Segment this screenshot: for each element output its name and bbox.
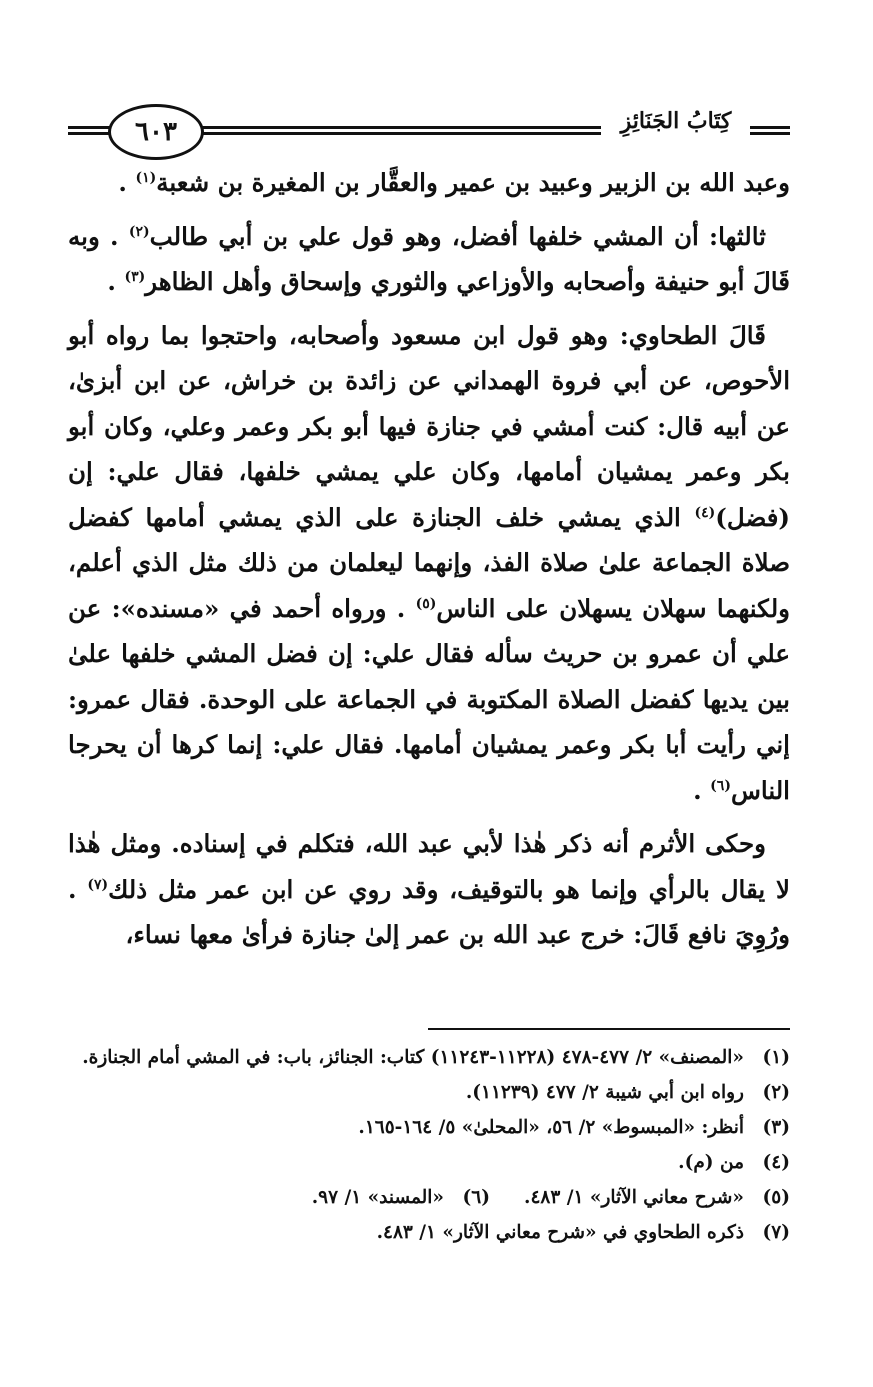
footnote-text: من (م). bbox=[678, 1152, 744, 1173]
header-rule bbox=[750, 132, 790, 135]
footnote-text: «المسند» ١/ ٩٧. bbox=[311, 1187, 444, 1208]
footnote bbox=[490, 1180, 790, 1215]
paragraph bbox=[68, 160, 790, 206]
text-run: . bbox=[118, 168, 136, 197]
header-rule bbox=[176, 132, 601, 135]
footnote-number: (٦) bbox=[462, 1187, 490, 1208]
text-run: قَالَ الطحاوي: وهو قول ابن مسعود وأصحابه، واحتجوا بما رواه أبو الأحوص، عن أبي فروة الهمداني عن زائدة بن خراش، عن ابن أبزىٰ، عن أبيه قال: كنت أمشي في جنازة فيها أبو بكر وعمر وعلي، وكان أبو بكر وعمر يمشيان أمامها، وكان علي يمشي خلفها، فقال علي: إن (فضل) bbox=[68, 320, 790, 532]
chapter-title: كِتَابُ الجَنَائِزِ bbox=[620, 108, 732, 134]
paragraph bbox=[68, 821, 790, 958]
footnote-separator bbox=[428, 1028, 790, 1030]
footnote-text: رواه ابن أبي شيبة ٢/ ٤٧٧ (١١٢٣٩). bbox=[465, 1082, 744, 1103]
footnote-marker[interactable]: (٣) bbox=[124, 268, 146, 285]
footnote bbox=[60, 1145, 790, 1180]
text-run: . bbox=[693, 775, 711, 805]
footnote-marker[interactable]: (٢) bbox=[128, 223, 150, 240]
footnote-marker[interactable]: (٤) bbox=[694, 504, 716, 521]
text-run: وعبد الله بن الزبير وعبيد بن عمير والعقَّار بن المغيرة بن شعبة bbox=[156, 168, 790, 197]
text-run: . ورُوِيَ نافع قَالَ: خرج عبد الله بن عمر إلىٰ جنازة فرأىٰ معها نساء، bbox=[68, 874, 790, 949]
header-rule bbox=[750, 126, 790, 129]
footnote bbox=[60, 1075, 790, 1110]
paragraph bbox=[68, 214, 790, 305]
text-run: وحكى الأثرم أنه ذكر هٰذا لأبي عبد الله، فتكلم في إسناده. ومثل هٰذا لا يقال بالرأي وإنما هو بالتوقيف، وقد روي عن ابن عمر مثل ذلك bbox=[68, 829, 790, 904]
footnote-number: (٢) bbox=[762, 1082, 790, 1103]
page-number: ٦٠٣ bbox=[108, 104, 204, 160]
text-run: ثالثها: أن المشي خلفها أفضل، وهو قول علي بن أبي طالب bbox=[149, 221, 766, 251]
footnote bbox=[190, 1180, 490, 1215]
footnote-number: (٥) bbox=[762, 1187, 790, 1208]
footnote-pair bbox=[60, 1180, 790, 1215]
footnote-marker[interactable]: (١) bbox=[135, 169, 157, 186]
footnote-number: (٧) bbox=[762, 1222, 790, 1243]
footnote-text: ذكره الطحاوي في «شرح معاني الآثار» ١/ ٤٨٣. bbox=[376, 1222, 744, 1243]
footnote bbox=[60, 1215, 790, 1250]
main-text bbox=[68, 160, 790, 958]
text-run: . bbox=[107, 267, 125, 296]
paragraph bbox=[68, 313, 790, 814]
footnote-text: أنظر: «المبسوط» ٢/ ٥٦، «المحلىٰ» ٥/ ١٦٤-١٦٥. bbox=[358, 1117, 744, 1138]
header-rule bbox=[176, 126, 601, 129]
text-run: . ورواه أحمد في «مسنده»: عن علي أن عمرو بن حريث سأله فقال علي: إن فضل المشي خلفها علىٰ بين يديها كفضل الصلاة المكتوبة في الجماعة على الوحدة. فقال عمرو: إني رأيت أبا بكر وعمر يمشيان أمامها. فقال علي: إنما كرها أن يحرجا الناس bbox=[68, 593, 790, 805]
footnote-number: (٣) bbox=[762, 1117, 790, 1138]
footnotes bbox=[60, 1040, 790, 1250]
footnote-marker[interactable]: (٦) bbox=[710, 777, 731, 794]
text-run: الذي يمشي خلف الجنازة على الذي يمشي أمامها كفضل صلاة الجماعة علىٰ صلاة الفذ، وإنهما ليعلمان من ذلك مثل الذي أعلم، ولكنهما سهلان يسهلان على الناس bbox=[68, 502, 790, 623]
footnote-marker[interactable]: (٥) bbox=[415, 595, 437, 612]
footnote bbox=[60, 1110, 790, 1145]
footnote-marker[interactable]: (٧) bbox=[87, 876, 109, 893]
footnote-number: (١) bbox=[762, 1047, 790, 1068]
footnote bbox=[60, 1040, 790, 1075]
footnote-number: (٤) bbox=[762, 1152, 790, 1173]
text-run: . وبه قَالَ أبو حنيفة وأصحابه والأوزاعي والثوري وإسحاق وأهل الظاهر bbox=[68, 221, 790, 296]
page-header bbox=[68, 100, 788, 160]
footnote-text: «شرح معاني الآثار» ١/ ٤٨٣. bbox=[524, 1187, 744, 1208]
footnote-text: «المصنف» ٢/ ٤٧٧-٤٧٨ (١١٢٢٨-١١٢٤٣) كتاب: الجنائز، باب: في المشي أمام الجنازة. bbox=[82, 1047, 744, 1068]
